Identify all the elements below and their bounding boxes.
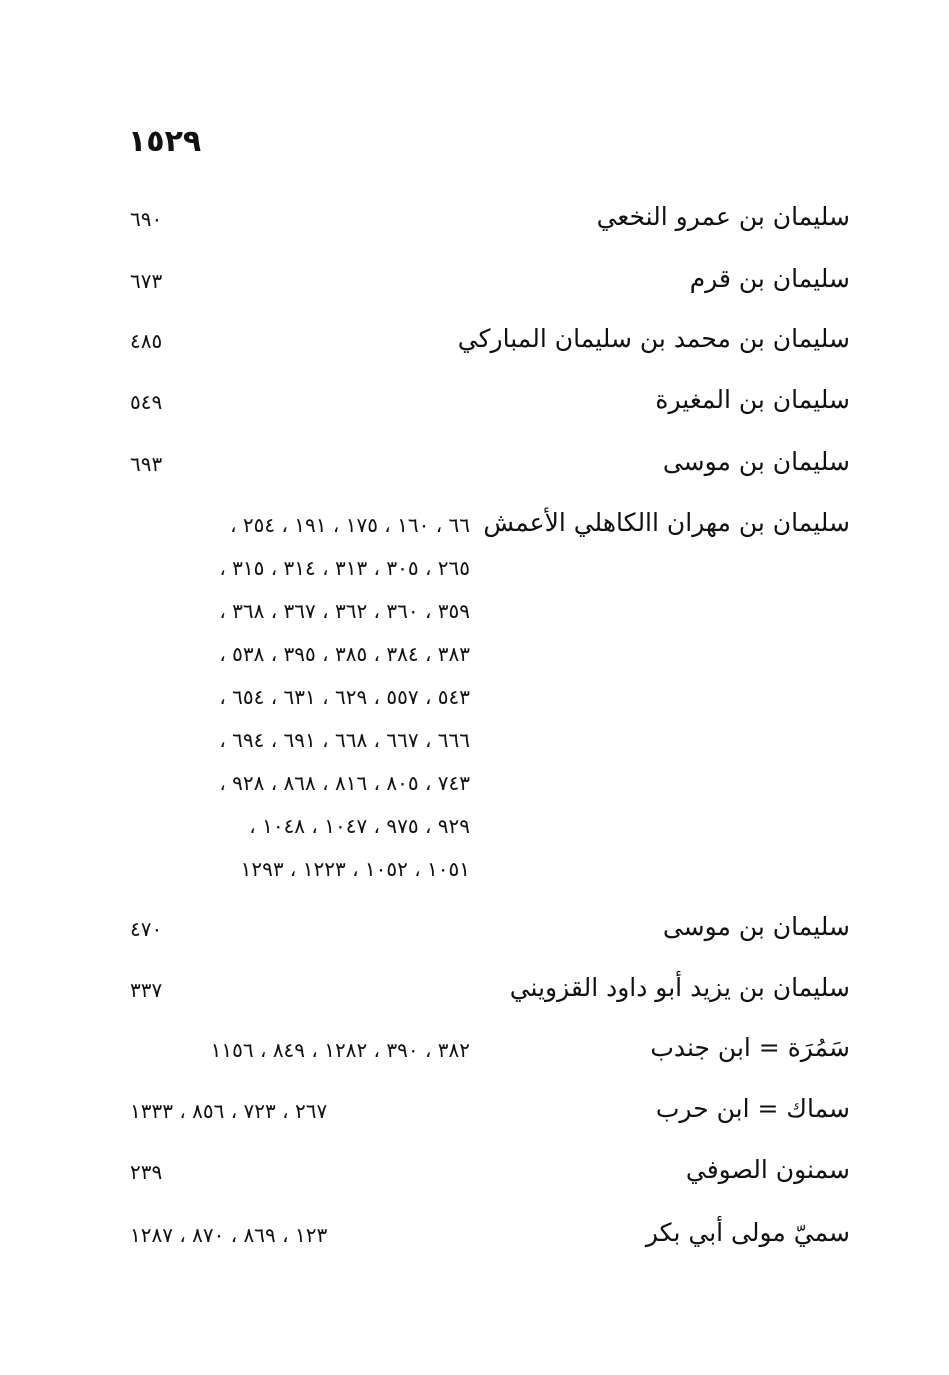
- refs-line: ٩٢٩ ، ٩٧٥ ، ١٠٤٧ ، ١٠٤٨ ،: [249, 814, 470, 838]
- entry-refs: ٢٣٩: [130, 1160, 163, 1184]
- refs-line: ٢٦٥ ، ٣٠٥ ، ٣١٣ ، ٣١٤ ، ٣١٥ ،: [219, 556, 470, 580]
- entry-name: سليمان بن محمد بن سليمان المباركي: [457, 324, 850, 353]
- index-entry: [120, 912, 850, 962]
- refs-line: ٥٤٣ ، ٥٥٧ ، ٦٢٩ ، ٦٣١ ، ٦٥٤ ،: [219, 685, 470, 709]
- index-entry: [120, 1155, 850, 1205]
- entry-refs: ٥٤٩: [130, 390, 163, 414]
- entry-name: سليمان بن يزيد أبو داود القزويني: [509, 973, 850, 1002]
- refs-line: ٣٨٣ ، ٣٨٤ ، ٣٨٥ ، ٣٩٥ ، ٥٣٨ ،: [219, 642, 470, 666]
- index-entry: [120, 202, 850, 252]
- index-entry: [120, 1094, 850, 1144]
- refs-line: ٦٦٦ ، ٦٦٧ ، ٦٦٨ ، ٦٩١ ، ٦٩٤ ،: [219, 728, 470, 752]
- entry-name: سليمان بن قرم: [689, 264, 850, 293]
- refs-line: ٧٤٣ ، ٨٠٥ ، ٨١٦ ، ٨٦٨ ، ٩٢٨ ،: [219, 771, 470, 795]
- entry-refs: ٤٧٠: [130, 917, 163, 941]
- entry-refs: ٦٩٣: [130, 452, 163, 476]
- entry-name: سماك = ابن حرب: [655, 1094, 850, 1123]
- entry-name: سمنون الصوفي: [685, 1155, 850, 1184]
- page-number: ١٥٢٩: [128, 124, 202, 159]
- entry-name: سليمان بن موسى: [662, 912, 850, 941]
- index-entry: [120, 264, 850, 314]
- index-entry: [120, 1033, 850, 1083]
- index-entry: [120, 447, 850, 497]
- entry-refs: ٤٨٥: [130, 329, 163, 353]
- entry-refs: ١٢٣ ، ٨٦٩ ، ٨٧٠ ، ١٢٨٧: [130, 1223, 328, 1247]
- entry-refs: ٦٧٣: [130, 269, 163, 293]
- entry-name: سليمان بن موسى: [662, 447, 850, 476]
- index-entry: [120, 324, 850, 374]
- entry-refs: ٢٦٧ ، ٧٢٣ ، ٨٥٦ ، ١٣٣٣: [130, 1099, 328, 1123]
- entry-name: سليمان بن المغيرة: [655, 385, 850, 414]
- index-entry: [120, 385, 850, 435]
- entry-refs: ٣٨٢ ، ٣٩٠ ، ١٢٨٢ ، ٨٤٩ ، ١١٥٦: [210, 1038, 470, 1062]
- entry-name: سليمان بن عمرو النخعي: [596, 202, 850, 231]
- index-entry: [120, 1218, 850, 1268]
- entry-refs: [130, 504, 470, 891]
- entry-name: سليمان بن مهران االكاهلي الأعمش: [483, 508, 850, 537]
- entry-name: سَمُرَة = ابن جندب: [650, 1033, 850, 1062]
- entry-refs: ٦٩٠: [130, 207, 163, 231]
- refs-line: ١٠٥١ ، ١٠٥٢ ، ١٢٢٣ ، ١٢٩٣: [240, 857, 470, 881]
- refs-line: ٦٦ ، ١٦٠ ، ١٧٥ ، ١٩١ ، ٢٥٤ ،: [230, 513, 470, 537]
- index-entry: [120, 508, 850, 898]
- entry-name: سميّ مولى أبي بكر: [645, 1218, 850, 1247]
- refs-line: ٣٥٩ ، ٣٦٠ ، ٣٦٢ ، ٣٦٧ ، ٣٦٨ ،: [219, 599, 470, 623]
- entry-refs: ٣٣٧: [130, 978, 163, 1002]
- index-entry: [120, 973, 850, 1023]
